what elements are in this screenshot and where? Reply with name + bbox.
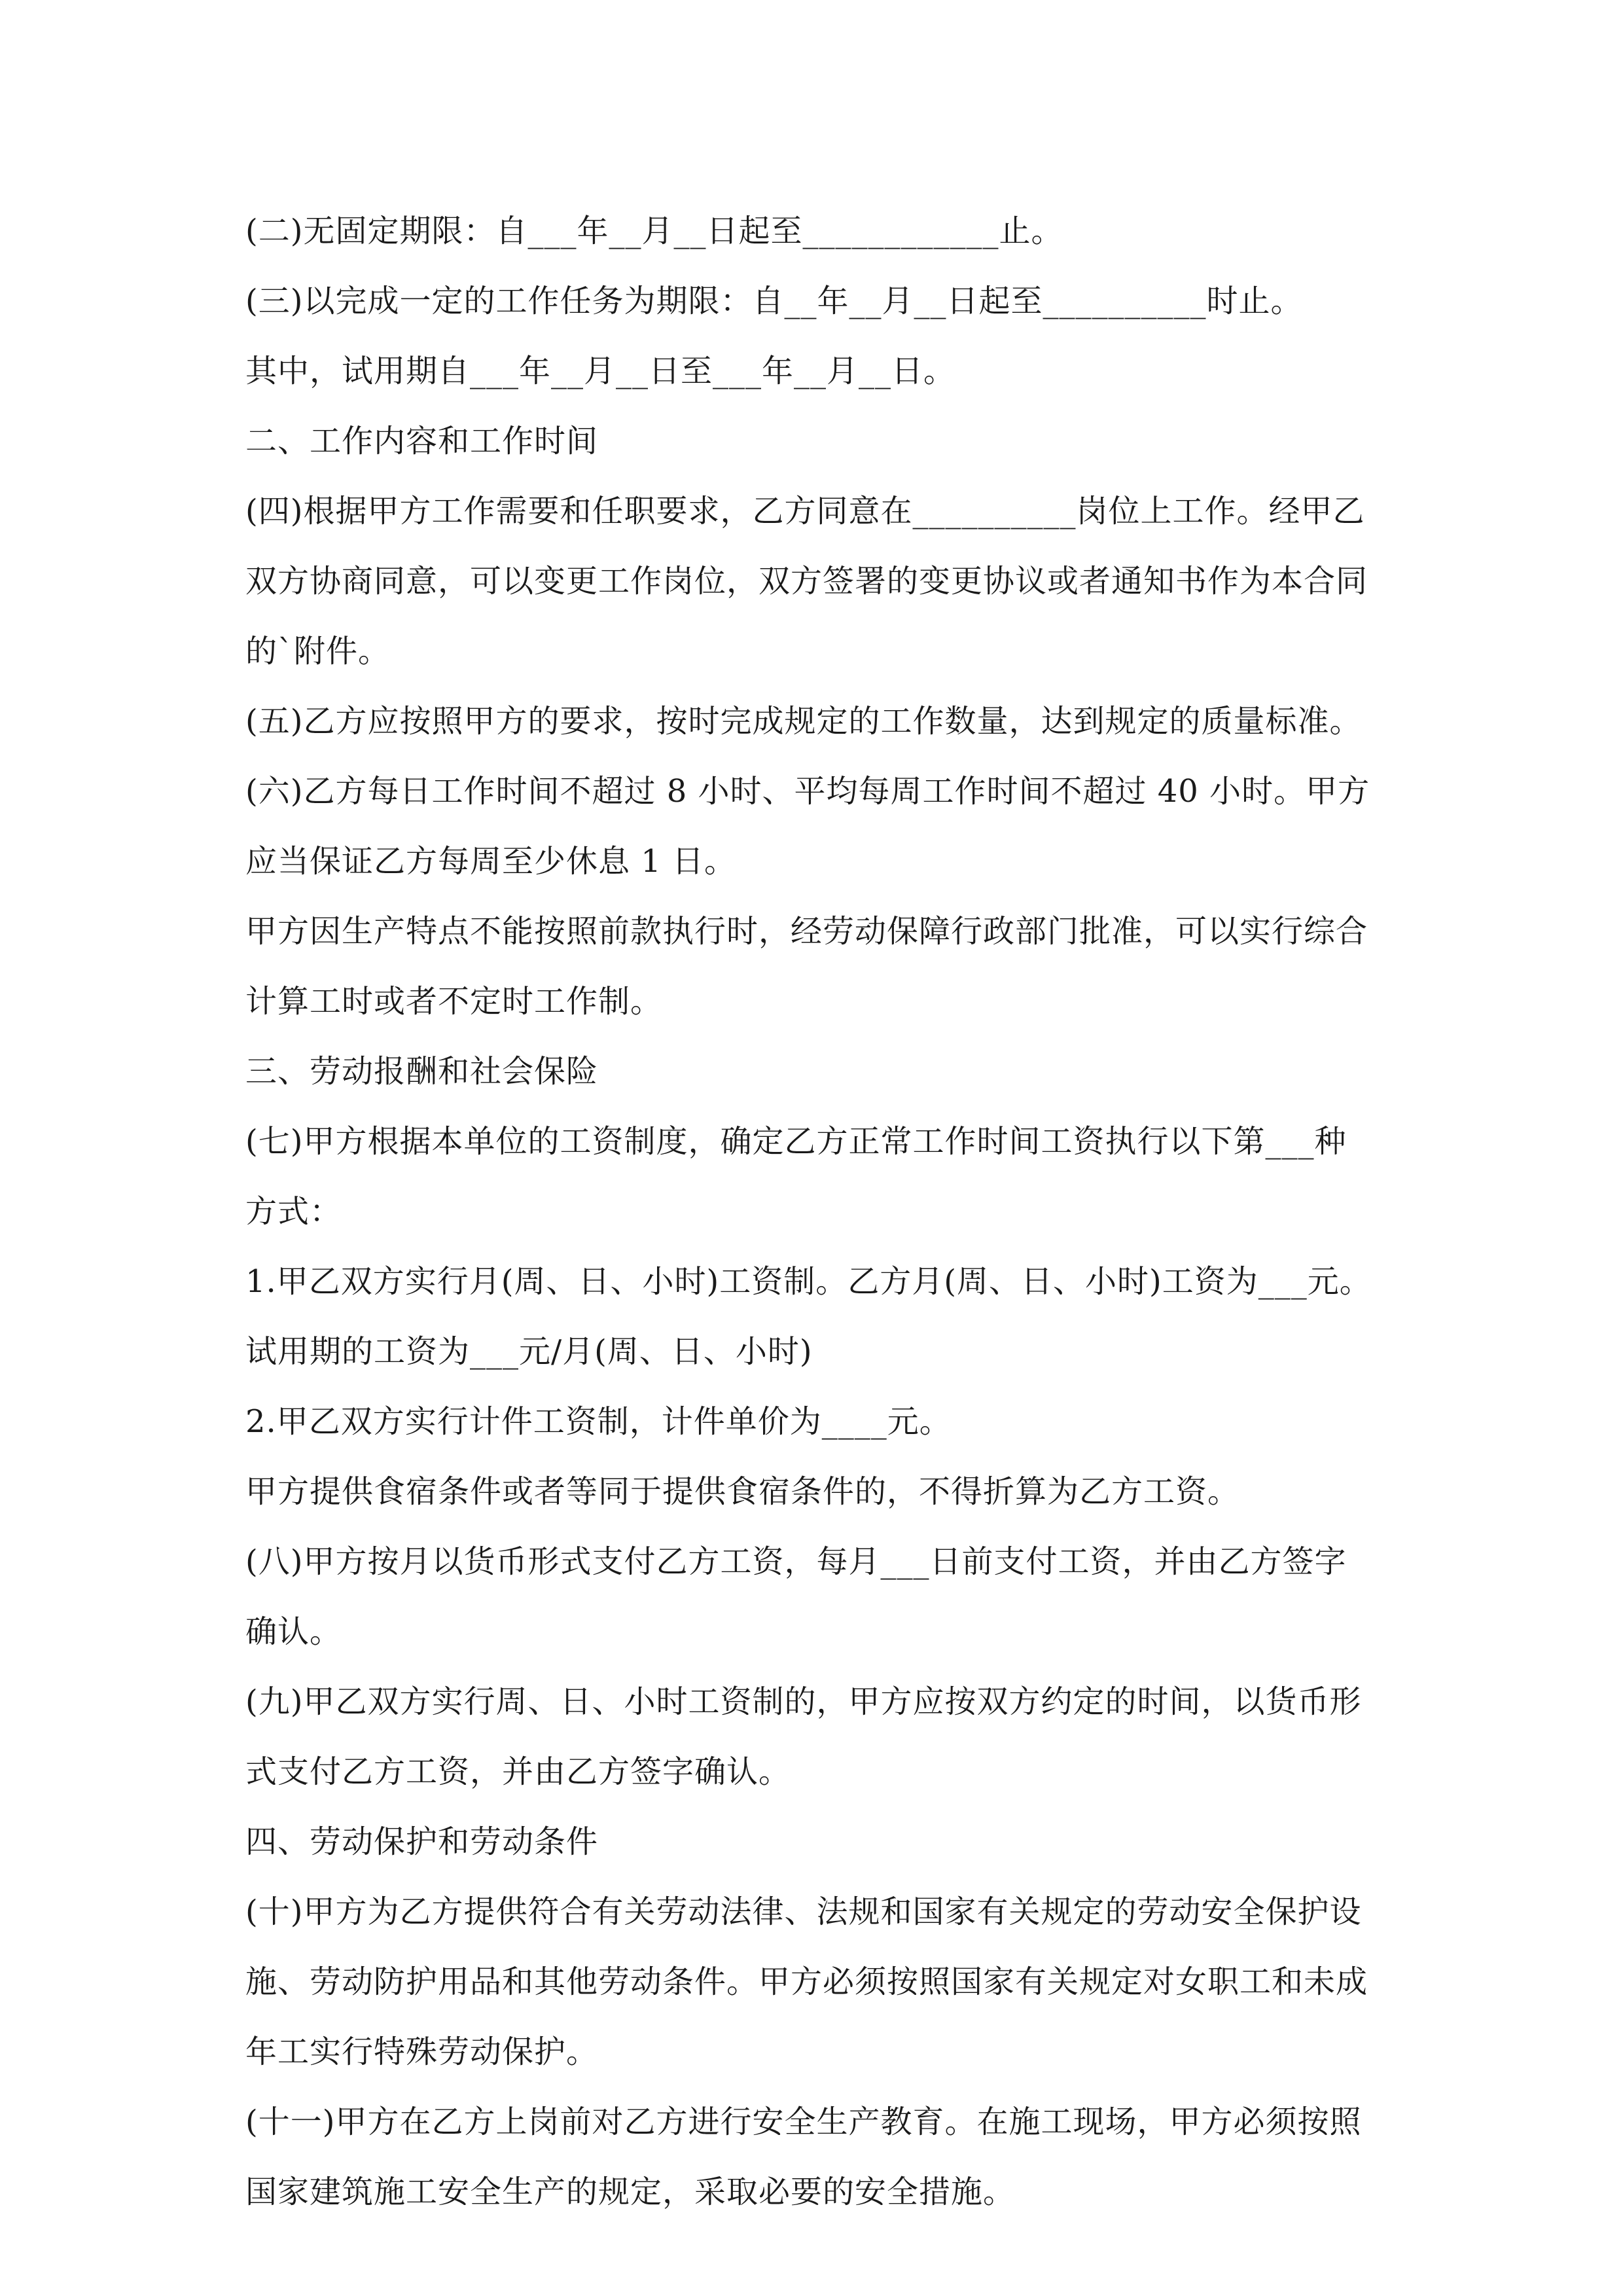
clause-7-line-1: (七)甲方根据本单位的工资制度，确定乙方正常工作时间工资执行以下第___种 [245, 1123, 1347, 1160]
pay-option-2: 2.甲乙双方实行计件工资制，计件单价为____元。 [245, 1403, 952, 1440]
clause-3-task-based-term: (三)以完成一定的工作任务为期限：自__年__月__日起至__________时止。 [245, 283, 1303, 319]
clause-7-line-2: 方式： [245, 1193, 342, 1230]
section-heading-pay-insurance: 三、劳动报酬和社会保险 [245, 1053, 599, 1090]
clause-8-line-1: (八)甲方按月以货币形式支付乙方工资，每月___日前支付工资，并由乙方签字 [245, 1543, 1347, 1580]
clause-10-line-3: 年工实行特殊劳动保护。 [245, 2034, 599, 2070]
section-heading-work-content-hours: 二、工作内容和工作时间 [245, 423, 599, 459]
clause-11-line-2: 国家建筑施工安全生产的规定，采取必要的安全措施。 [245, 2174, 1016, 2210]
board-lodging-note: 甲方提供食宿条件或者等同于提供食宿条件的，不得折算为乙方工资。 [245, 1473, 1240, 1510]
clause-4-line-3: 的`附件。 [245, 633, 391, 670]
work-hours-exception-line-2: 计算工时或者不定时工作制。 [245, 983, 663, 1020]
clause-5: (五)乙方应按照甲方的要求，按时完成规定的工作数量，达到规定的质量标准。 [245, 703, 1362, 740]
document-body [245, 196, 1423, 2227]
clause-10-line-2: 施、劳动防护用品和其他劳动条件。甲方必须按照国家有关规定对女职工和未成 [245, 1964, 1368, 2000]
clause-9-line-1: (九)甲乙双方实行周、日、小时工资制的，甲方应按双方约定的时间，以货币形 [245, 1683, 1362, 1720]
section-heading-labor-protection: 四、劳动保护和劳动条件 [245, 1823, 599, 1860]
clause-8-line-2: 确认。 [245, 1613, 342, 1650]
clause-11-line-1: (十一)甲方在乙方上岗前对乙方进行安全生产教育。在施工现场，甲方必须按照 [245, 2104, 1362, 2140]
clause-6-line-1: (六)乙方每日工作时间不超过 8 小时、平均每周工作时间不超过 40 小时。甲方 [245, 773, 1370, 810]
clause-9-line-2: 式支付乙方工资，并由乙方签字确认。 [245, 1753, 791, 1790]
clause-6-line-2: 应当保证乙方每周至少休息 1 日。 [245, 843, 737, 880]
clause-2-indefinite-term: (二)无固定期限：自___年__月__日起至____________止。 [245, 213, 1063, 249]
clause-10-line-1: (十)甲方为乙方提供符合有关劳动法律、法规和国家有关规定的劳动安全保护设 [245, 1893, 1362, 1930]
clause-4-line-2: 双方协商同意，可以变更工作岗位，双方签署的变更协议或者通知书作为本合同 [245, 563, 1368, 600]
work-hours-exception-line-1: 甲方因生产特点不能按照前款执行时，经劳动保障行政部门批准，可以实行综合 [245, 913, 1368, 950]
probation-period-line: 其中，试用期自___年__月__日至___年__月__日。 [245, 353, 956, 389]
pay-option-1-line-2: 试用期的工资为___元/月(周、日、小时) [245, 1333, 813, 1370]
clause-4-line-1: (四)根据甲方工作需要和任职要求，乙方同意在__________岗位上工作。经甲乙 [245, 493, 1365, 529]
pay-option-1-line-1: 1.甲乙双方实行月(周、日、小时)工资制。乙方月(周、日、小时)工资为___元。 [245, 1263, 1372, 1300]
